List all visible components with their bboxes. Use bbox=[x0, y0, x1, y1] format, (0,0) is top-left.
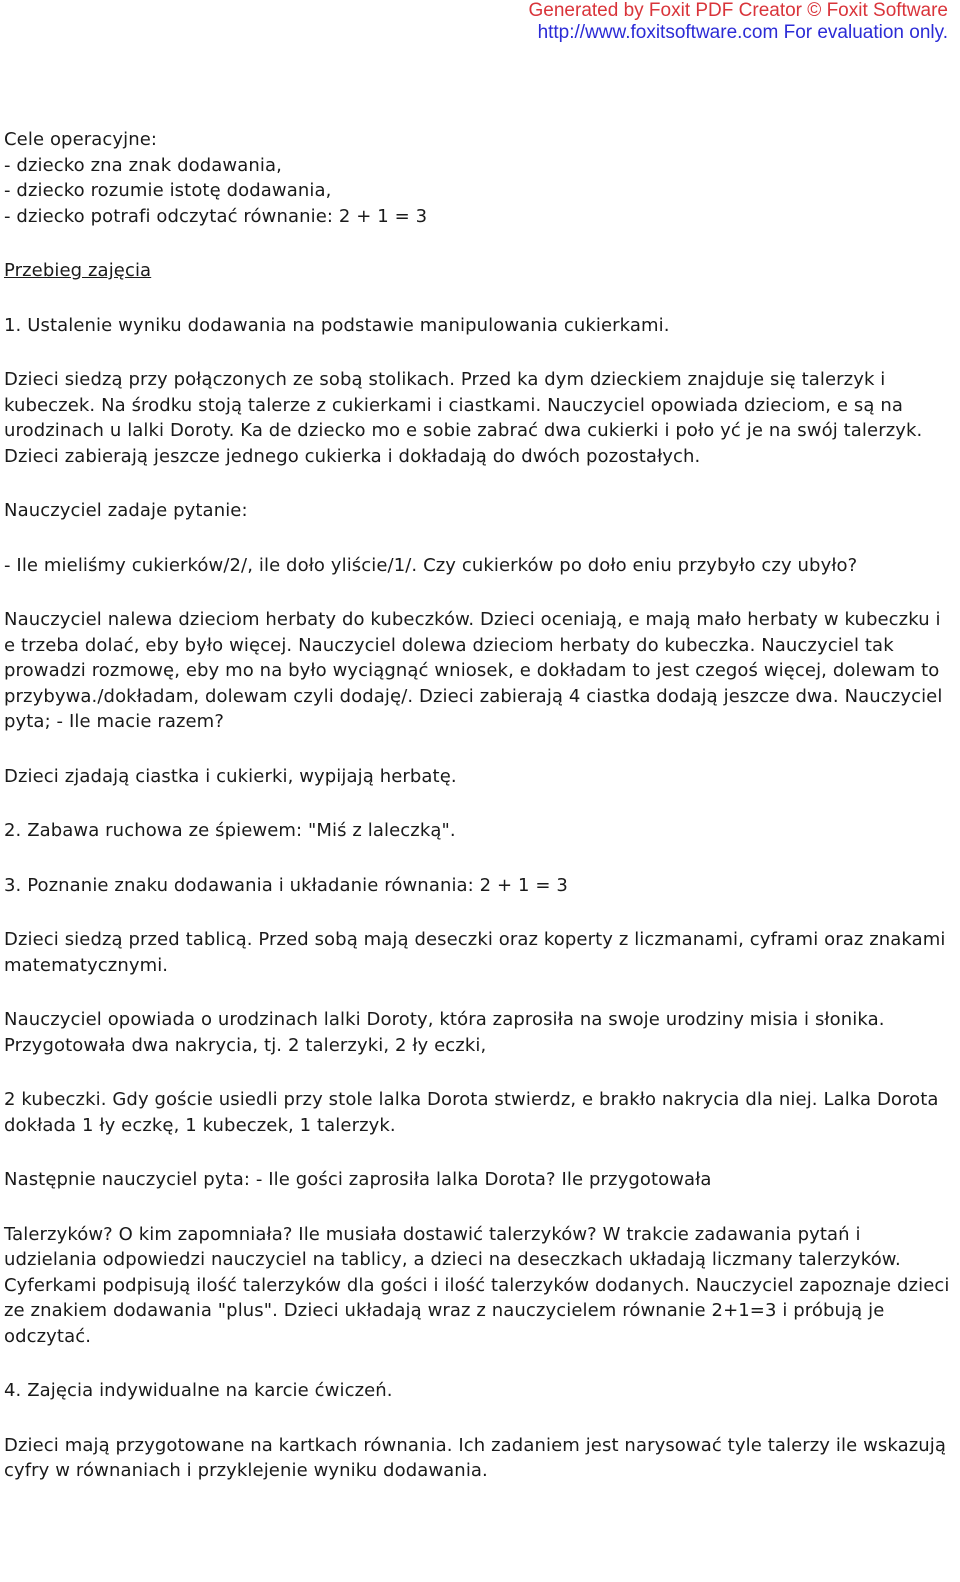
section-4-paragraph: Dzieci mają przygotowane na kartkach równania. Ich zadaniem jest narysować tyle talerzy ile wskazują cyfry w równaniach i przyklejenie wyniku dodawania. bbox=[4, 1434, 947, 1481]
section-1-paragraph: Dzieci siedzą przy połączonych ze sobą stolikach. Przed ka dym dzieckiem znajduje się talerzyk i kubeczek. Na środku stoją talerze z cukierkami i ciastkami. Nauczyciel opowiada dzieciom, e są na urodzinach u lalki Doroty. Ka de dziecko mo e sobie zabrać dwa cukierki i poło yć je na swój talerzyk. Dzieci zabierają jeszcze jednego cukierka i dokładają do dwóch pozostałych. bbox=[4, 369, 923, 467]
question-text: - Ile mieliśmy cukierków/2/, ile doło yliście/1/. Czy cukierków po doło eniu przybyło czy ubyło? bbox=[4, 554, 858, 576]
foxit-watermark bbox=[529, 0, 948, 44]
goal-item: - dziecko potrafi odczytać równanie: 2 + 1 = 3 bbox=[4, 205, 428, 227]
watermark-line-1: Generated by Foxit PDF Creator © Foxit Software bbox=[528, 0, 948, 21]
section-1-paragraph: Nauczyciel nalewa dzieciom herbaty do kubeczków. Dzieci oceniają, e mają mało herbaty w kubeczku i e trzeba dolać, eby było więcej. Nauczyciel dolewa dzieciom herbaty do kubeczka. Nauczyciel tak prowadzi rozmowę, eby mo na było wyciągnąć wniosek, e dokładam to jest czegoś więcej, dolewam to przybywa./dokładam, dolewam czyli dodaję/. Dzieci zabierają 4 ciastka dodają jeszcze dwa. Nauczyciel pyta; - Ile macie razem? bbox=[4, 609, 943, 732]
goal-item: - dziecko zna znak dodawania, bbox=[4, 154, 282, 176]
document-body bbox=[4, 127, 950, 1484]
section-3-paragraph: Nauczyciel opowiada o urodzinach lalki Doroty, która zaprosiła na swoje urodziny misia i słonika. Przygotowała dwa nakrycia, tj. 2 talerzyki, 2 ły eczki, bbox=[4, 1009, 885, 1056]
goals-heading: Cele operacyjne: bbox=[4, 129, 158, 150]
section-1-title: 1. Ustalenie wyniku dodawania na podstawie manipulowania cukierkami. bbox=[4, 314, 670, 336]
section-3-title: 3. Poznanie znaku dodawania i układanie równania: 2 + 1 = 3 bbox=[4, 874, 568, 896]
section-3-paragraph: 2 kubeczki. Gdy goście usiedli przy stole lalka Dorota stwierdz, e brakło nakrycia dla niej. Lalka Dorota dokłada 1 ły eczkę, 1 kubeczek, 1 talerzyk. bbox=[4, 1089, 939, 1136]
section-2-title: 2. Zabawa ruchowa ze śpiewem: "Miś z laleczką". bbox=[4, 820, 456, 841]
goals-block bbox=[4, 127, 950, 229]
watermark-line-2: http://www.foxitsoftware.com For evaluation only. bbox=[537, 22, 948, 43]
goal-item: - dziecko rozumie istotę dodawania, bbox=[4, 180, 332, 201]
section-3-paragraph: Talerzyków? O kim zapomniała? Ile musiała dostawić talerzyków? W trakcie zadawania pytań i udzielania odpowiedzi nauczyciel na tablicy, a dzieci na deseczkach układają liczmany talerzyków. Cyferkami podpisują ilość talerzyków dla gości i ilość talerzyków dodanych. Nauczyciel zapoznaje dzieci ze znakiem dodawania "plus". Dzieci układają wraz z nauczycielem równanie 2+1=3 i próbują je odczytać. bbox=[4, 1223, 950, 1347]
section-3-paragraph: Dzieci siedzą przed tablicą. Przed sobą mają deseczki oraz koperty z liczmanami, cyframi oraz znakami matematycznymi. bbox=[4, 929, 946, 976]
lesson-heading: Przebieg zajęcia bbox=[4, 260, 152, 281]
section-1-paragraph: Dzieci zjadają ciastka i cukierki, wypijają herbatę. bbox=[4, 765, 457, 787]
section-3-paragraph: Następnie nauczyciel pyta: - Ile gości zaprosiła lalka Dorota? Ile przygotowała bbox=[4, 1169, 712, 1190]
section-4-title: 4. Zajęcia indywidualne na karcie ćwiczeń. bbox=[4, 1380, 393, 1401]
question-intro: Nauczyciel zadaje pytanie: bbox=[4, 500, 248, 521]
